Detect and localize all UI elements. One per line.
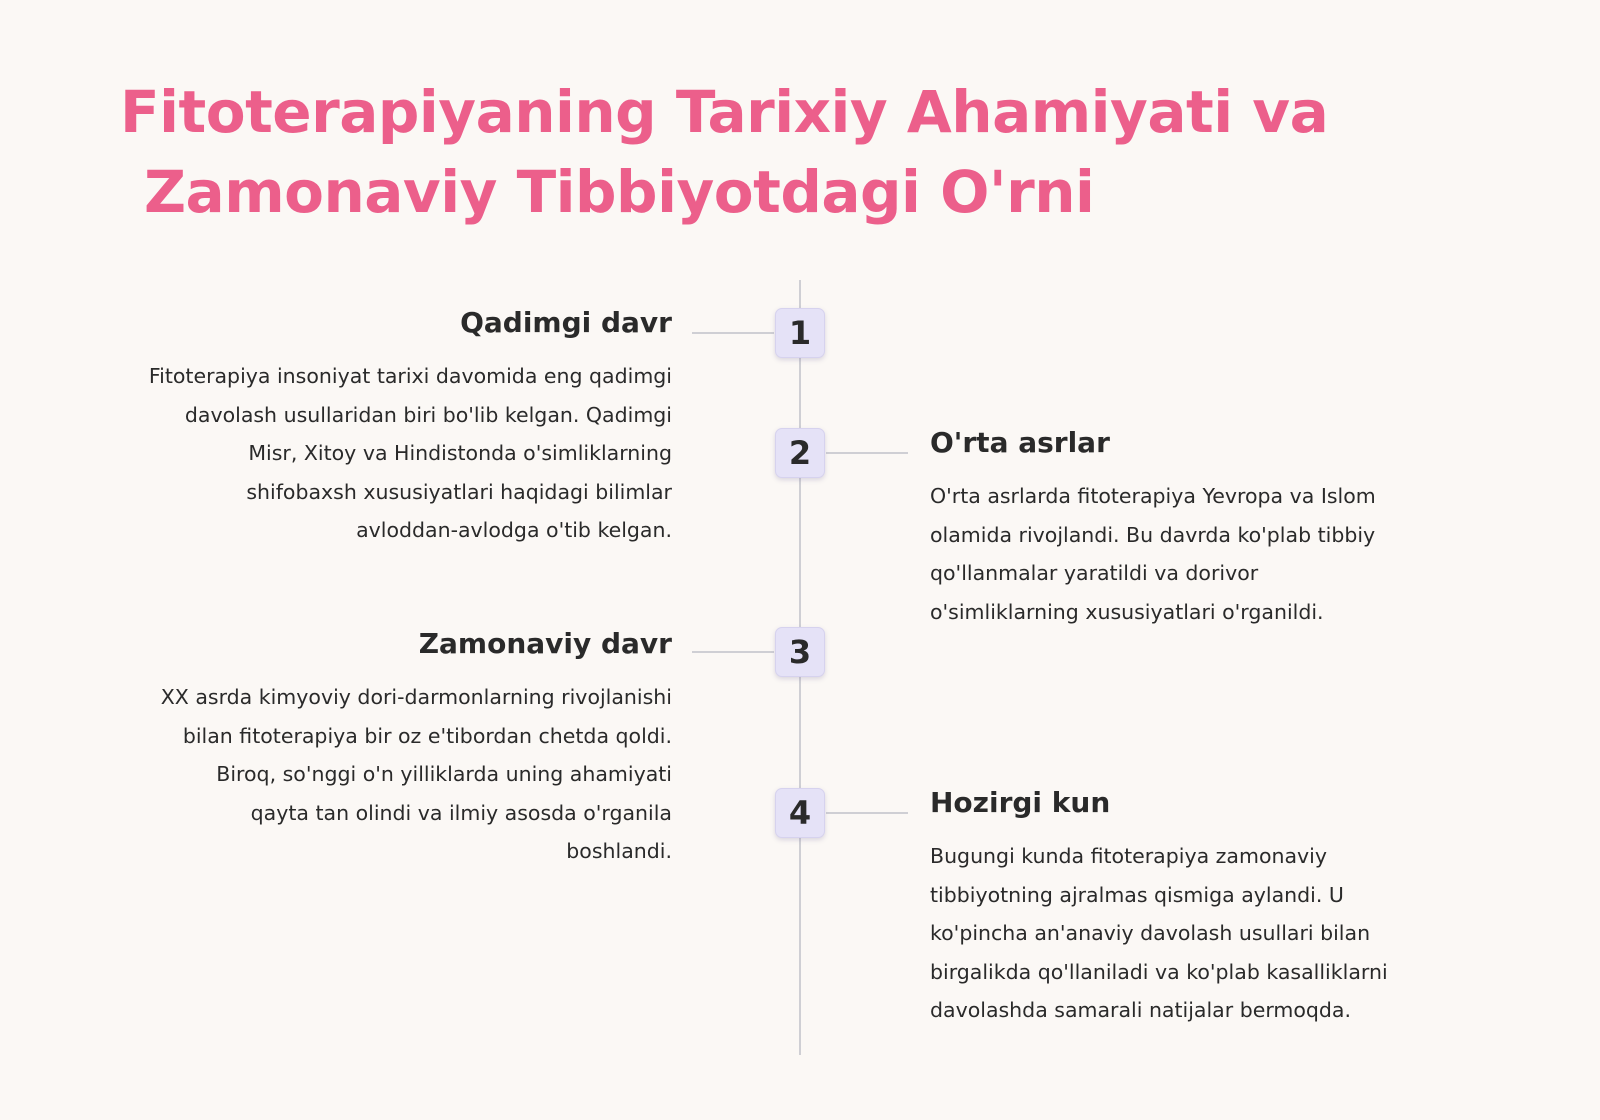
connector-1: [692, 332, 774, 334]
entry-heading-4: Hozirgi kun: [930, 786, 1111, 819]
step-marker-4: 4: [775, 788, 825, 838]
timeline-entry-1: [120, 303, 672, 550]
entry-text-2: O'rta asrlarda fitoterapiya Yevropa va Islom olamida rivojlandi. Bu davrda ko'plab tibbiy qo'llanmalar yaratildi va dorivor o'simliklarning xususiyatlari o'rganildi.: [930, 484, 1376, 624]
title-line-2: Zamonaviy Tibbiyotdagi O'rni: [144, 158, 1095, 226]
entry-text-4: Bugungi kunda fitoterapiya zamonaviy tibbiyotning ajralmas qismiga aylandi. U ko'pincha an'anaviy davolash usullari bilan birgalikda qo'llaniladi va ko'plab kasalliklarni davolashda samarali natijalar bermoqda.: [930, 844, 1388, 1022]
entry-heading-2: O'rta asrlar: [930, 426, 1110, 459]
title-line-1: Fitoterapiyaning Tarixiy Ahamiyati va: [120, 78, 1329, 146]
page-title: [120, 72, 1328, 232]
timeline-entry-4: [930, 783, 1430, 1030]
entry-text-3: XX asrda kimyoviy dori-darmonlarning rivojlanishi bilan fitoterapiya bir oz e'tibordan chetda qoldi. Biroq, so'nggi o'n yilliklarda uning ahamiyati qayta tan olindi va ilmiy asosda o'rganila boshlandi.: [160, 685, 672, 863]
timeline-entry-3: [120, 624, 672, 871]
timeline-entry-2: [930, 423, 1430, 631]
connector-3: [692, 651, 774, 653]
entry-heading-1: Qadimgi davr: [460, 306, 672, 339]
connector-4: [826, 812, 908, 814]
step-marker-2: 2: [775, 428, 825, 478]
entry-text-1: Fitoterapiya insoniyat tarixi davomida eng qadimgi davolash usullaridan biri bo'lib kelgan. Qadimgi Misr, Xitoy va Hindistonda o'simliklarning shifobaxsh xususiyatlari haqidagi bilimlar avloddan-avlodga o'tib kelgan.: [148, 364, 672, 542]
entry-heading-3: Zamonaviy davr: [418, 627, 672, 660]
step-marker-3: 3: [775, 627, 825, 677]
connector-2: [826, 452, 908, 454]
step-marker-1: 1: [775, 308, 825, 358]
